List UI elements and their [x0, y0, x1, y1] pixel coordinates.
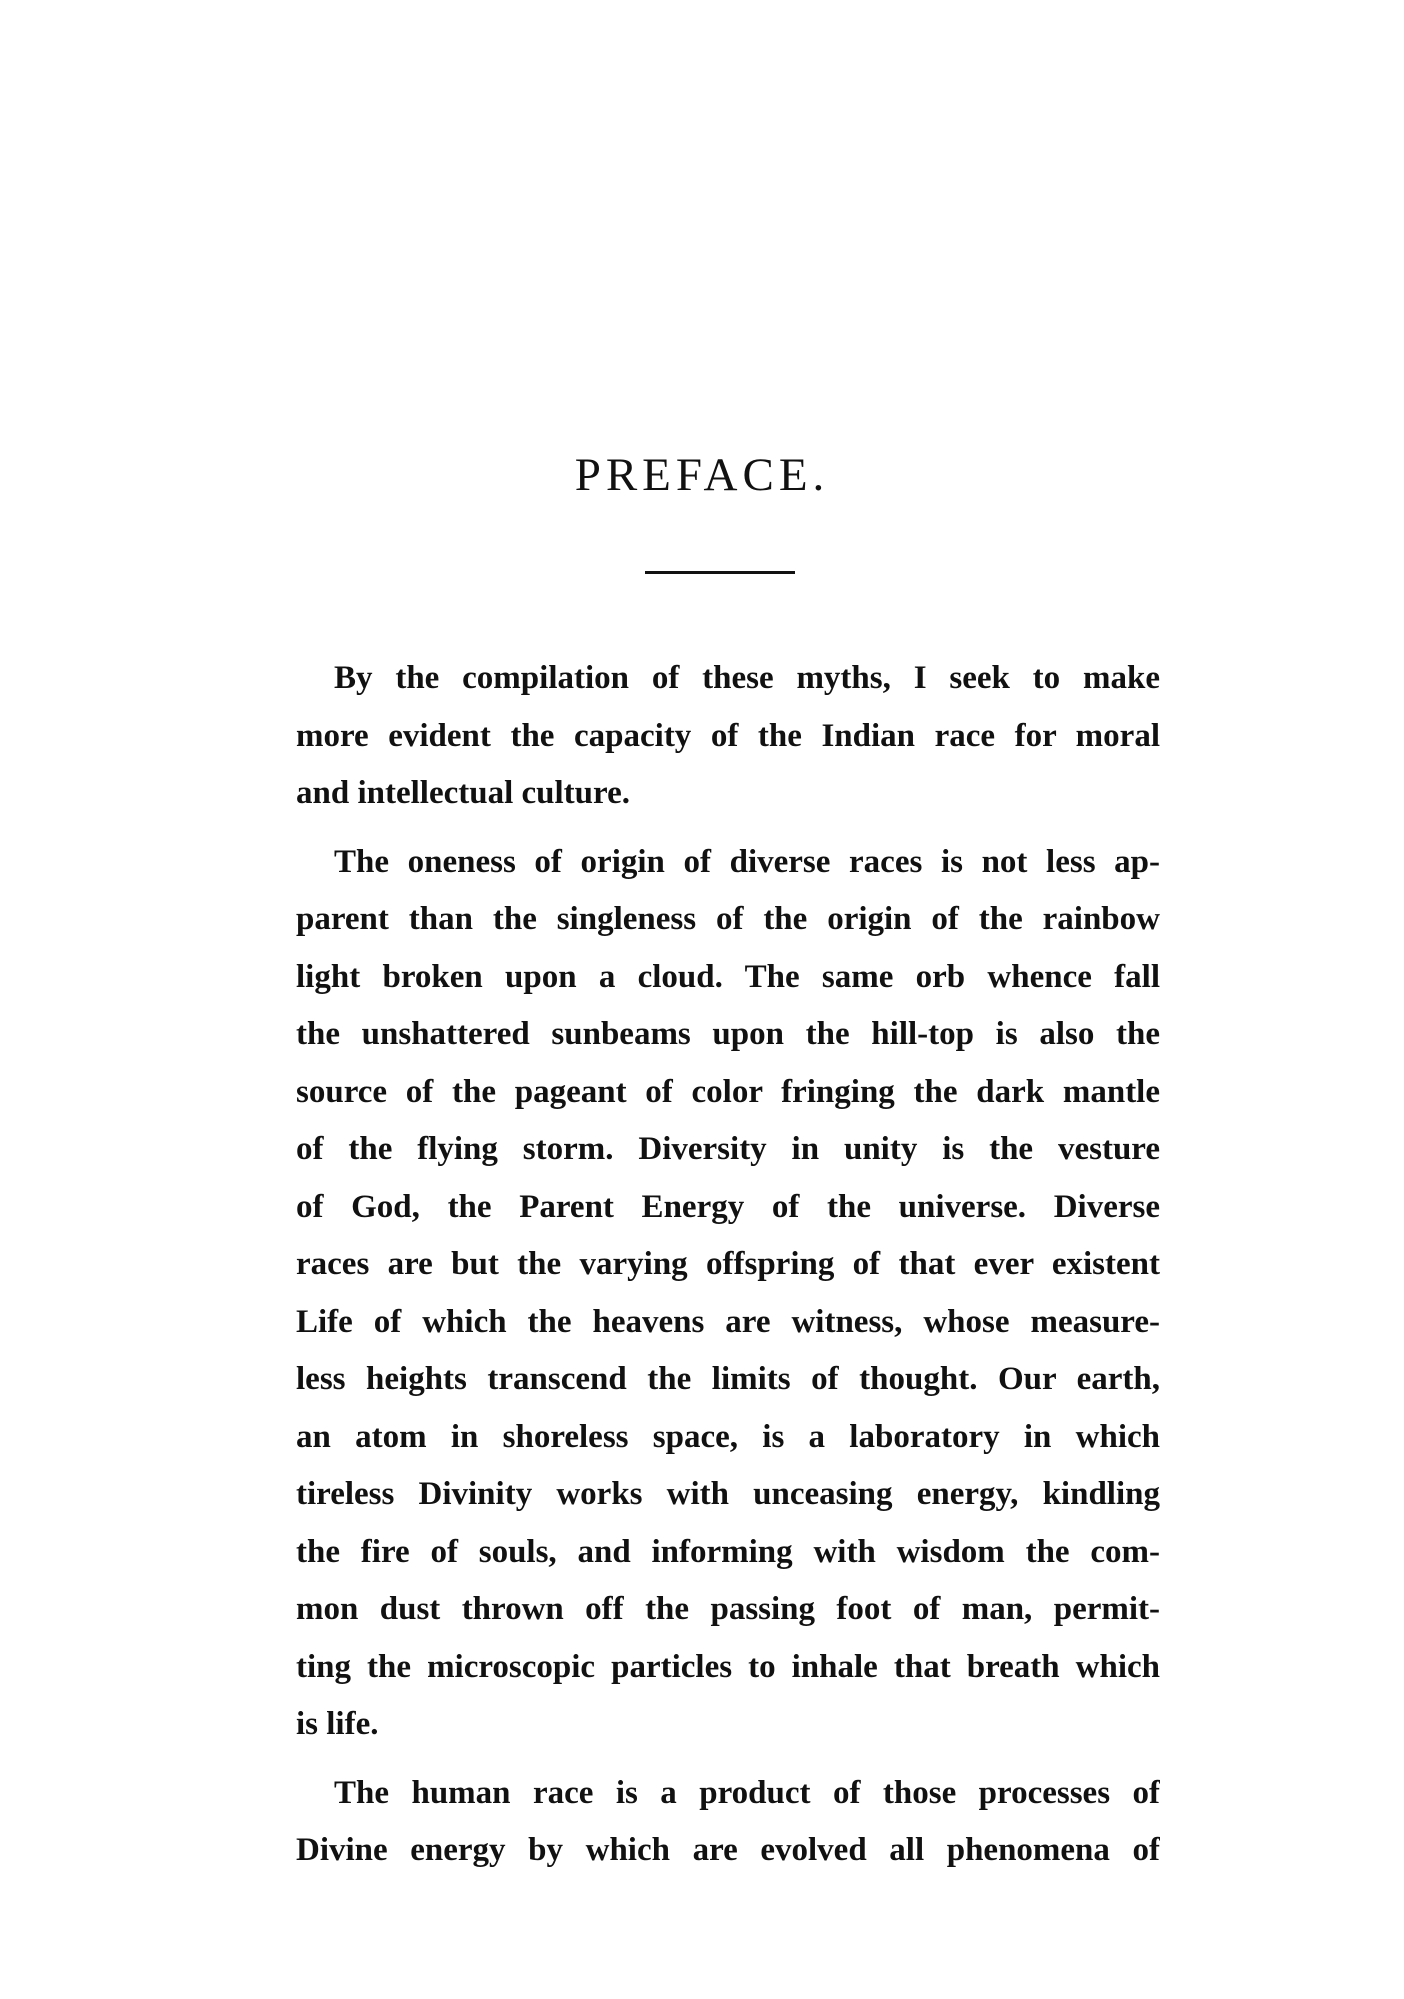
- paragraph-3: [296, 1765, 1160, 1880]
- text-line: The oneness of origin of diverse races is not less ap-: [334, 843, 1160, 880]
- text-line: and intellectual culture.: [296, 775, 630, 811]
- page-title: PREFACE.: [574, 449, 830, 501]
- text-line: By the compilation of these myths, I seek to make: [334, 660, 1160, 696]
- text-line: the unshattered sunbeams upon the hill-top is also the: [296, 1016, 1160, 1052]
- text-line: of God, the Parent Energy of the universe. Diverse: [296, 1188, 1160, 1225]
- text-line: less heights transcend the limits of thought. Our earth,: [296, 1361, 1160, 1397]
- text-line: more evident the capacity of the Indian race for moral: [296, 717, 1160, 754]
- text-line: the fire of souls, and informing with wisdom the com-: [296, 1533, 1160, 1570]
- text-line: Life of which the heavens are witness, whose measure-: [296, 1303, 1160, 1340]
- text-line: The human race is a product of those processes of: [334, 1774, 1160, 1811]
- text-line: races are but the varying offspring of that ever existent: [296, 1246, 1160, 1282]
- text-line: tireless Divinity works with unceasing energy, kindling: [296, 1476, 1160, 1512]
- text-line: parent than the singleness of the origin of the rainbow: [296, 901, 1160, 937]
- text-line: of the flying storm. Diversity in unity is the vesture: [296, 1131, 1160, 1167]
- text-line: source of the pageant of color fringing the dark mantle: [296, 1073, 1160, 1110]
- paragraph-1: [296, 650, 1160, 823]
- text-line: light broken upon a cloud. The same orb whence fall: [296, 958, 1160, 995]
- paragraph-2: [296, 834, 1160, 1754]
- text-line: Divine energy by which are evolved all phenomena of: [296, 1832, 1160, 1868]
- text-line: an atom in shoreless space, is a laboratory in which: [296, 1418, 1160, 1455]
- text-line: is life.: [296, 1706, 379, 1742]
- body-text: [296, 650, 1160, 1891]
- text-line: ting the microscopic particles to inhale that breath which: [296, 1648, 1160, 1685]
- title-rule: [645, 571, 795, 574]
- text-line: mon dust thrown off the passing foot of man, permit-: [296, 1591, 1160, 1627]
